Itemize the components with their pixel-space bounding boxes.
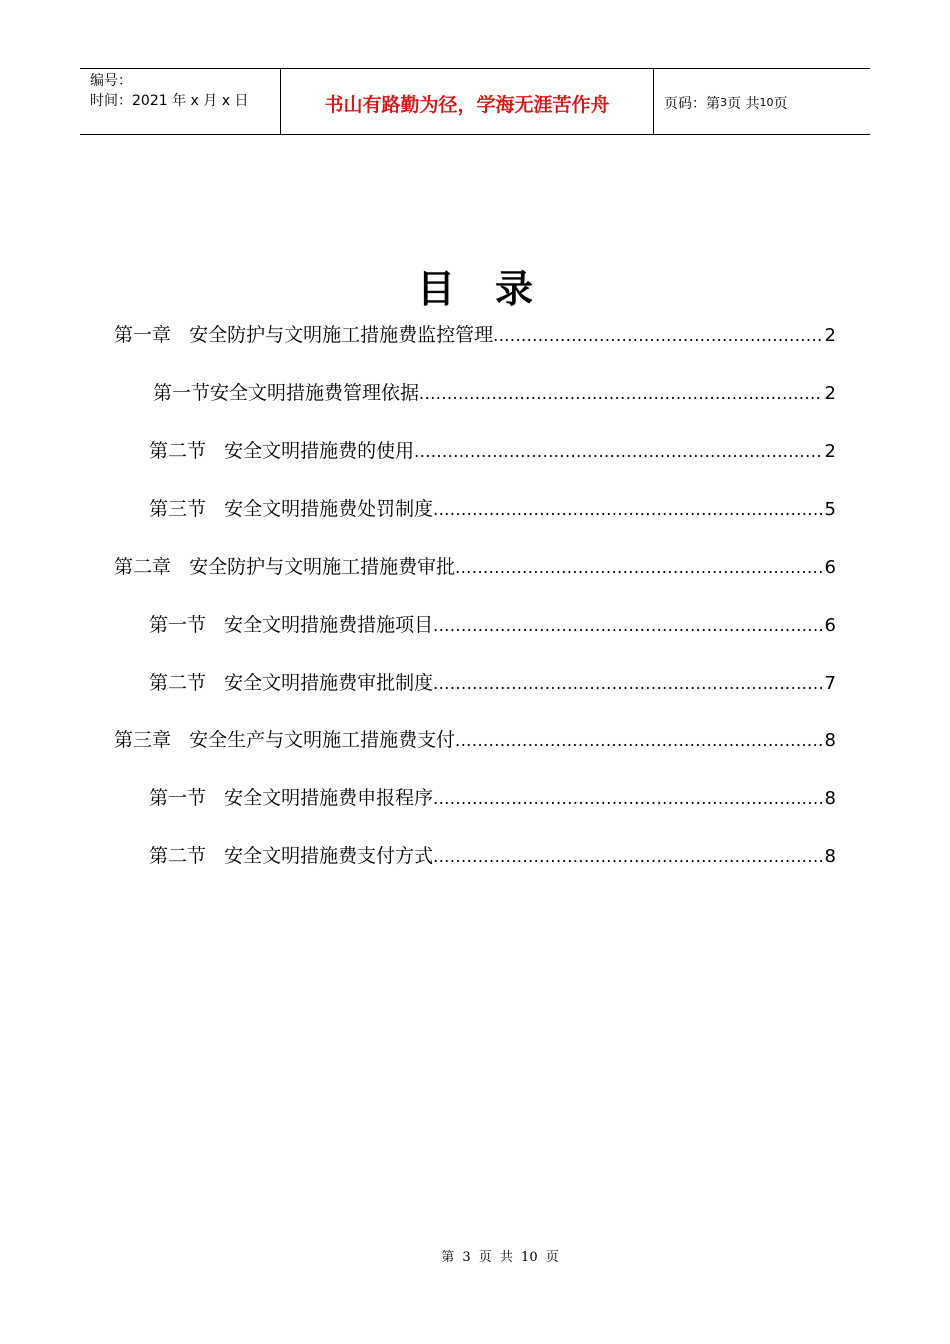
header-motto: 书山有路勤为径，学海无涯苦作舟 [281, 69, 654, 134]
toc-entry-label: 第二章 安全防护与文明施工措施费审批 [114, 556, 456, 578]
page-header [80, 68, 870, 135]
toc-entry-label: 第一节安全文明措施费管理依据 [153, 382, 420, 404]
toc-entry[interactable] [149, 668, 836, 698]
page-current: 3 [720, 96, 727, 109]
page-mid: 页 共 [727, 95, 760, 112]
document-time-label: 时间：2021 年 x 月 x 日 [90, 93, 249, 109]
toc-entry-page: 2 [824, 441, 836, 462]
toc-entry-label: 第三章 安全生产与文明施工措施费支付 [114, 729, 456, 751]
page-footer: 第 3 页 共 10 页 [441, 1250, 559, 1265]
toc-entry[interactable] [114, 552, 836, 582]
toc-entry[interactable] [149, 841, 836, 871]
toc-leader [433, 847, 822, 866]
document-number-label: 编号： [90, 73, 132, 89]
toc-entry-page: 2 [824, 325, 836, 346]
toc-entry[interactable] [149, 436, 836, 466]
toc-leader [433, 674, 822, 693]
header-meta-cell [80, 69, 281, 134]
toc-entry-label: 第一节 安全文明措施费申报程序 [149, 787, 434, 809]
toc-entry-page: 6 [824, 557, 836, 578]
toc-leader [419, 384, 822, 403]
toc-entry-page: 5 [824, 499, 836, 520]
toc-leader [433, 500, 822, 519]
toc-entry-page: 2 [824, 383, 836, 404]
toc-leader [493, 326, 822, 345]
toc-entry-page: 7 [824, 673, 836, 694]
toc-entry[interactable] [149, 783, 836, 813]
page-prefix: 页码：第 [664, 95, 720, 112]
page-total: 10 [759, 96, 774, 109]
toc-leader [455, 731, 822, 750]
toc-entry-page: 8 [824, 730, 836, 751]
header-page-indicator [654, 69, 870, 134]
toc-entry[interactable] [149, 494, 836, 524]
toc-entry[interactable] [153, 378, 836, 408]
toc-entry-page: 6 [824, 615, 836, 636]
toc-entry[interactable] [149, 610, 836, 640]
toc-entry-label: 第二节 安全文明措施费的使用 [149, 440, 415, 462]
toc-title: 目录 [416, 266, 573, 311]
toc-entry[interactable] [114, 725, 836, 755]
toc-entry-label: 第二节 安全文明措施费支付方式 [149, 845, 434, 867]
page-suffix: 页 [773, 95, 788, 112]
toc-leader [414, 442, 822, 461]
toc-leader [433, 616, 822, 635]
toc-leader [455, 558, 822, 577]
toc-entry-label: 第三节 安全文明措施费处罚制度 [149, 498, 434, 520]
toc-entry[interactable] [114, 320, 836, 350]
toc-entry-label: 第一节 安全文明措施费措施项目 [149, 614, 434, 636]
toc-leader [433, 789, 822, 808]
toc-entry-label: 第二节 安全文明措施费审批制度 [149, 672, 434, 694]
toc-entry-label: 第一章 安全防护与文明施工措施费监控管理 [114, 324, 494, 346]
toc-entry-page: 8 [824, 846, 836, 867]
toc-entry-page: 8 [824, 788, 836, 809]
